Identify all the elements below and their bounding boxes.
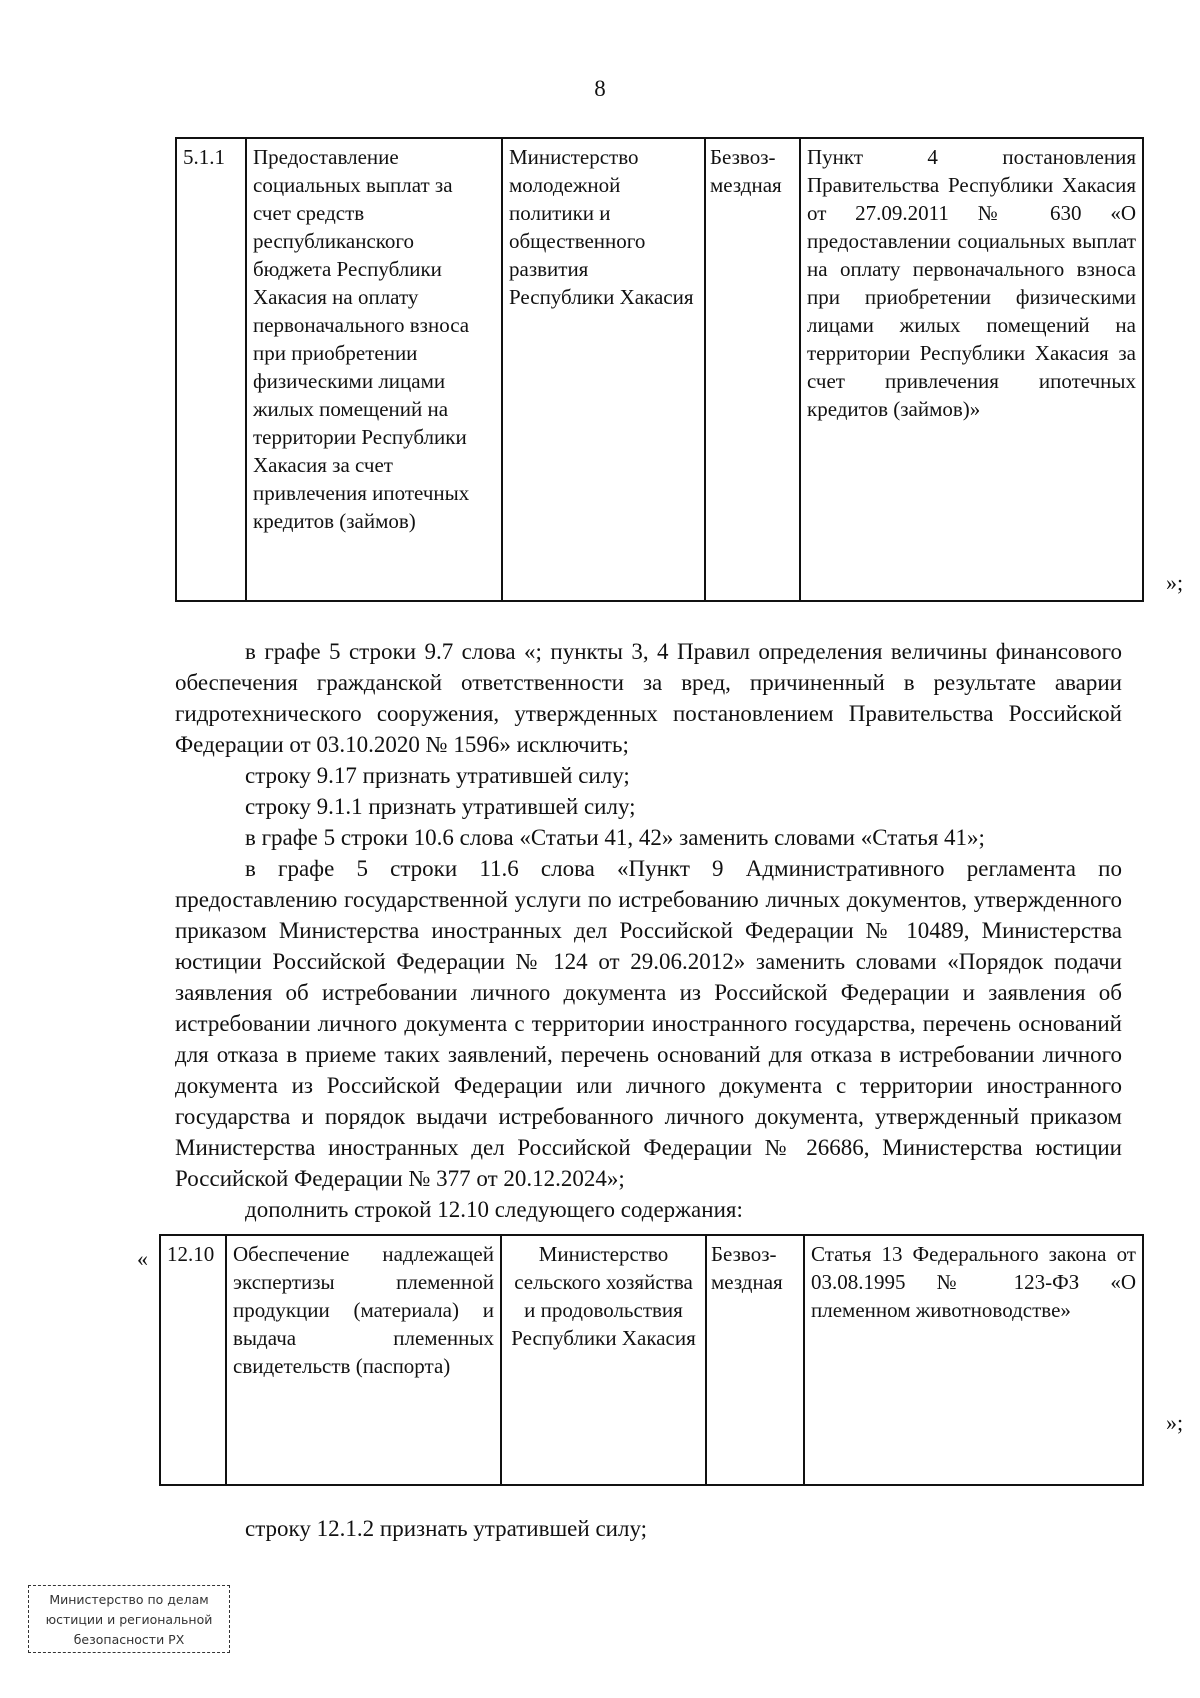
paragraph-6: дополнить строкой 12.10 следующего содержания:	[245, 1197, 743, 1222]
stamp-line-2: юстиции и региональной	[45, 1612, 213, 1627]
payment-cell	[705, 138, 800, 601]
paragraph-1: в графе 5 строки 9.7 слова «; пункты 3, 4 Правил определения величины финансового обеспечения гражданской ответственности за вред, причиненный в результате аварии гидротехнического сооружения, утвержденных постановлением Правительства Российской Федерации от 03.10.2020 № 1596» исключить;	[175, 639, 1122, 757]
ministry-cell: Министерство сельского хозяйства и продовольствия Республики Хакасия	[501, 1235, 706, 1485]
table-row-12-10	[159, 1234, 1144, 1486]
payment-label: Безвоз-мездная	[710, 145, 782, 197]
registration-stamp	[28, 1585, 230, 1653]
paragraph-2: строку 9.17 признать утратившей силу;	[245, 763, 630, 788]
service-name-cell: Предоставление социальных выплат за счет средств республиканского бюджета Республики Хакасия на оплату первоначального взноса при приобретении физическими лицами жилых помещений на территории Республики Хакасия за счет привлечения ипотечных кредитов (займов)	[246, 138, 502, 601]
payment-cell	[706, 1235, 804, 1485]
closing-quote-mark: »;	[1166, 570, 1184, 595]
row-number-cell: 12.10	[160, 1235, 226, 1485]
paragraph-3: строку 9.1.1 признать утратившей силу;	[245, 794, 636, 819]
paragraph-5: в графе 5 строки 11.6 слова «Пункт 9 Административного регламента по предоставлению государственной услуги по истребованию личных документов, утвержденного приказом Министерства иностранных дел Российской Федерации № 10489, Министерства юстиции Российской Федерации № 124 от 29.06.2012» заменить словами «Порядок подачи заявления об истребовании личного документа из Российской Федерации и заявления об истребовании личного документа с территории иностранного государства, перечень оснований для отказа в приеме таких заявлений, перечень оснований для отказа в истребовании личного документа из Российской Федерации или личного документа с территории иностранного государства и порядок выдачи истребованного личного документа, утвержденный приказом Министерства иностранных дел Российской Федерации № 26686, Министерства юстиции Российской Федерации № 377 от 20.12.2024»;	[175, 856, 1122, 1191]
table-row-5-1-1	[175, 137, 1144, 602]
legal-basis-cell: Пункт 4 постановления Правительства Республики Хакасия от 27.09.2011 № 630 «О предоставлении социальных выплат на оплату первоначального взноса при приобретении физическими лицами жилых помещений на территории Республики Хакасия за счет привлечения ипотечных кредитов (займов)»	[800, 138, 1143, 601]
payment-label: Безвоз-мездная	[711, 1242, 783, 1294]
page-number: 8	[594, 76, 606, 101]
ministry-cell: Министерство молодежной политики и общественного развития Республики Хакасия	[502, 138, 705, 601]
opening-quote-mark: «	[137, 1246, 148, 1271]
amendments-text	[175, 636, 1122, 1225]
final-paragraph: строку 12.1.2 признать утратившей силу;	[245, 1516, 648, 1541]
stamp-line-1: Министерство по делам	[49, 1592, 209, 1607]
service-name-cell: Обеспечение надлежащей экспертизы племенной продукции (материала) и выдача племенных свидетельств (паспорта)	[226, 1235, 501, 1485]
legal-basis-cell: Статья 13 Федерального закона от 03.08.1995 № 123-ФЗ «О племенном животноводстве»	[804, 1235, 1143, 1485]
closing-quote-mark-2: »;	[1166, 1410, 1184, 1435]
stamp-line-3: безопасности РХ	[73, 1632, 185, 1647]
final-text	[175, 1513, 1122, 1544]
row-number-cell: 5.1.1	[176, 138, 246, 601]
paragraph-4: в графе 5 строки 10.6 слова «Статьи 41, 42» заменить словами «Статья 41»;	[245, 825, 985, 850]
